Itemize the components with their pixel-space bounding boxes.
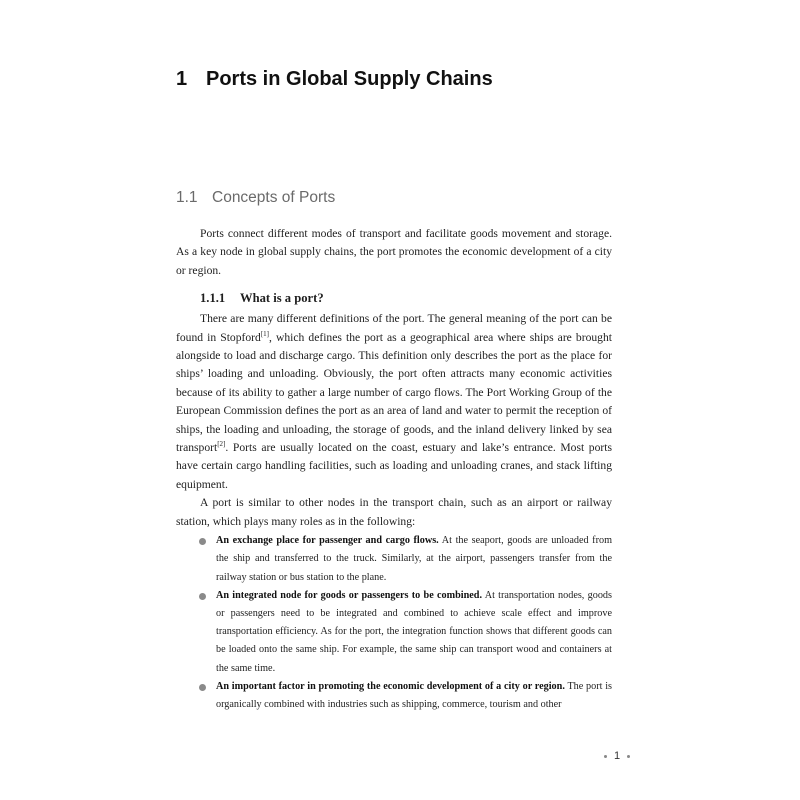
footer-dot-icon (627, 755, 630, 758)
roles-paragraph: A port is similar to other nodes in the transport chain, such as an airport or railway station, which plays many roles as in the following: (176, 496, 612, 528)
list-item (176, 532, 612, 587)
intro-paragraph: Ports connect different modes of transport and facilitate goods movement and storage. As a key node in global supply chains, the port promotes the economic development of a city or region. (176, 227, 612, 277)
bullet-icon (199, 684, 206, 691)
list-item-heading: An important factor in promoting the economic development of a city or region. (216, 680, 565, 692)
paragraph-text: , which defines the port as a geographical area where ships are brought alongside to load and discharge cargo. This definition only describes the port as the place for ships’ loading and unloading. Obviously, the port often attracts many economic activities because of its ability to gather a large number of cargo flows. The Port Working Group of the European Commission defines the port as an area of land and water to permit the reception of ships, the loading and unloading, the storage of goods, and the inland delivery linked by sea transport (176, 330, 612, 455)
paragraph-text: There are many different definitions of the port. The general meaning of the port can be found in Stopford (176, 312, 612, 344)
section-number: 1.1 (176, 189, 198, 206)
bullet-icon (199, 538, 206, 545)
paragraph-text: . Ports are usually located on the coast, estuary and lake’s entrance. Most ports have certain cargo handling facilities, such as loading and unloading cranes, and stack lifting equipment. (176, 441, 612, 491)
footer-dot-icon (604, 755, 607, 758)
list-item (176, 678, 612, 714)
list-item-text: At the seaport, goods are unloaded from the ship and transferred to the truck. Similarly, at the airport, passengers transfer from the railway station or bus station to the plane. (216, 535, 612, 583)
body-text (176, 225, 612, 714)
chapter-title (176, 64, 493, 94)
list-item-heading: An exchange place for passenger and cargo flows. (216, 535, 439, 547)
subsection-title-text: What is a port? (240, 291, 324, 306)
section-title-text: Concepts of Ports (212, 189, 336, 206)
bullet-icon (199, 593, 206, 600)
list-item-text: At transportation nodes, goods or passengers need to be integrated and combined to achieve scale effect and improve transportation efficiency. As for the port, the integration function shows that different goods can be loaded onto the same ship. For example, the same ship can transport wood and containers at the same time. (216, 589, 612, 674)
citation-2: [2] (217, 440, 226, 449)
page-number: 1 (614, 750, 621, 762)
section-title (176, 186, 335, 210)
subsection-title (200, 288, 612, 308)
definition-paragraph (176, 310, 612, 494)
list-item (176, 587, 612, 678)
list-item-heading: An integrated node for goods or passengers to be combined. (216, 589, 482, 601)
page-footer (604, 750, 630, 762)
subsection-number: 1.1.1 (200, 291, 226, 306)
chapter-number: 1 (176, 68, 188, 90)
citation-1: [1] (260, 329, 269, 338)
chapter-title-text: Ports in Global Supply Chains (206, 68, 493, 90)
list-item-text: The port is organically combined with industries such as shipping, commerce, tourism and other (216, 680, 612, 710)
roles-list (176, 532, 612, 714)
